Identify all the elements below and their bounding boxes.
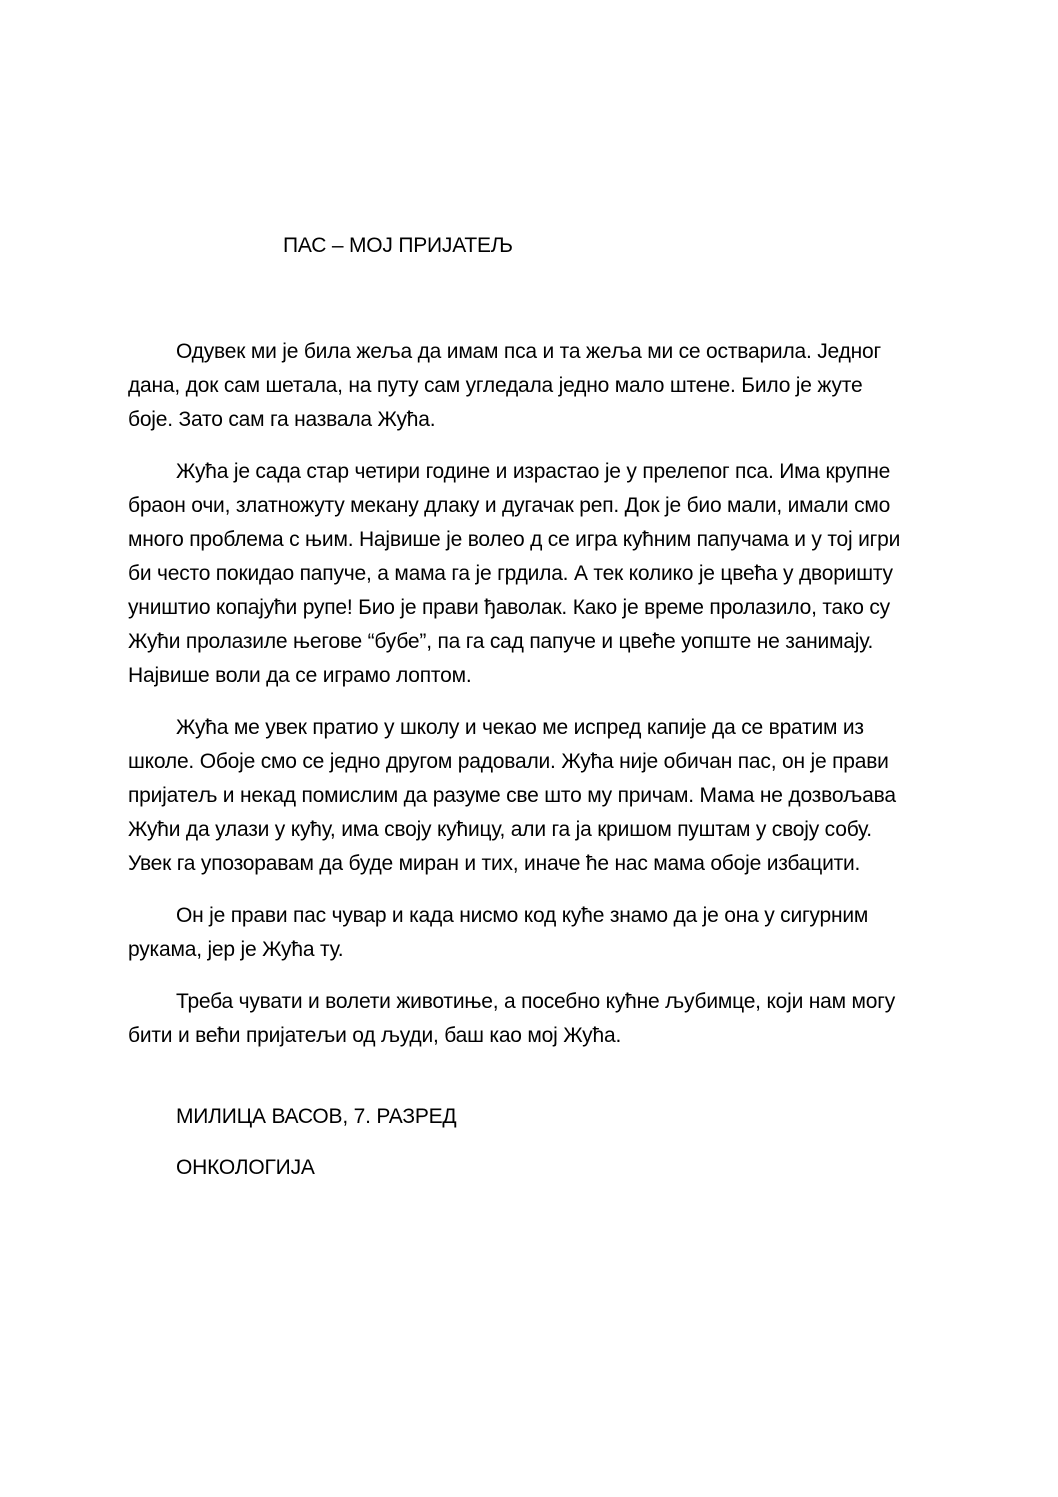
paragraph-4: Он је прави пас чувар и када нисмо код куће знамо да је она у сигурним рукама, јер је Жућа ту.: [128, 904, 869, 961]
author-signature: МИЛИЦА ВАСОВ, 7. РАЗРЕД: [176, 1105, 457, 1128]
document-body: [128, 335, 908, 1071]
paragraph-1: Одувек ми је била жеља да имам пса и та жеља ми се остварила. Једног дана, док сам шетала, на путу сам угледала једно мало штене. Било је жуте боје. Зато сам га назвала Жућа.: [128, 340, 881, 431]
paragraph-2: Жућа је сада стар четири године и израстао је у прелепог пса. Има крупне браон очи, златножуту мекану длаку и дугачак реп. Док је био мали, имали смо много проблема с њим. Највише је волео д се игра кућним папучама и у тој игри би често покидао папуче, а мама га је грдила. А тек колико је цвећа у дворишту уништио копајући рупе! Био је прави ђаволак. Како је време пролазило, тако су Жући пролазиле његове “бубе”, па га сад папуче и цвеће уопште не занимају. Највише воли да се играмо лоптом.: [128, 460, 901, 687]
paragraph-3: Жућа ме увек пратио у школу и чекао ме испред капије да се вратим из школе. Обоје смо се једно другом радовали. Жућа није обичан пас, он је прави пријатељ и некад помислим да разуме све што му причам. Мама не дозвољава Жући да улази у кућу, има своју кућицу, али га ја кришом пуштам у своју собу. Увек га упозоравам да буде миран и тих, иначе ће нас мама обоје избацити.: [128, 716, 896, 875]
document-title: ПАС – МОЈ ПРИЈАТЕЉ: [283, 234, 513, 257]
paragraph-5: Треба чувати и волети животиње, а посебно кућне љубимце, који нам могу бити и већи пријатељи од људи, баш као мој Жућа.: [128, 990, 896, 1047]
author-organization: ОНКОЛОГИЈА: [176, 1156, 315, 1179]
